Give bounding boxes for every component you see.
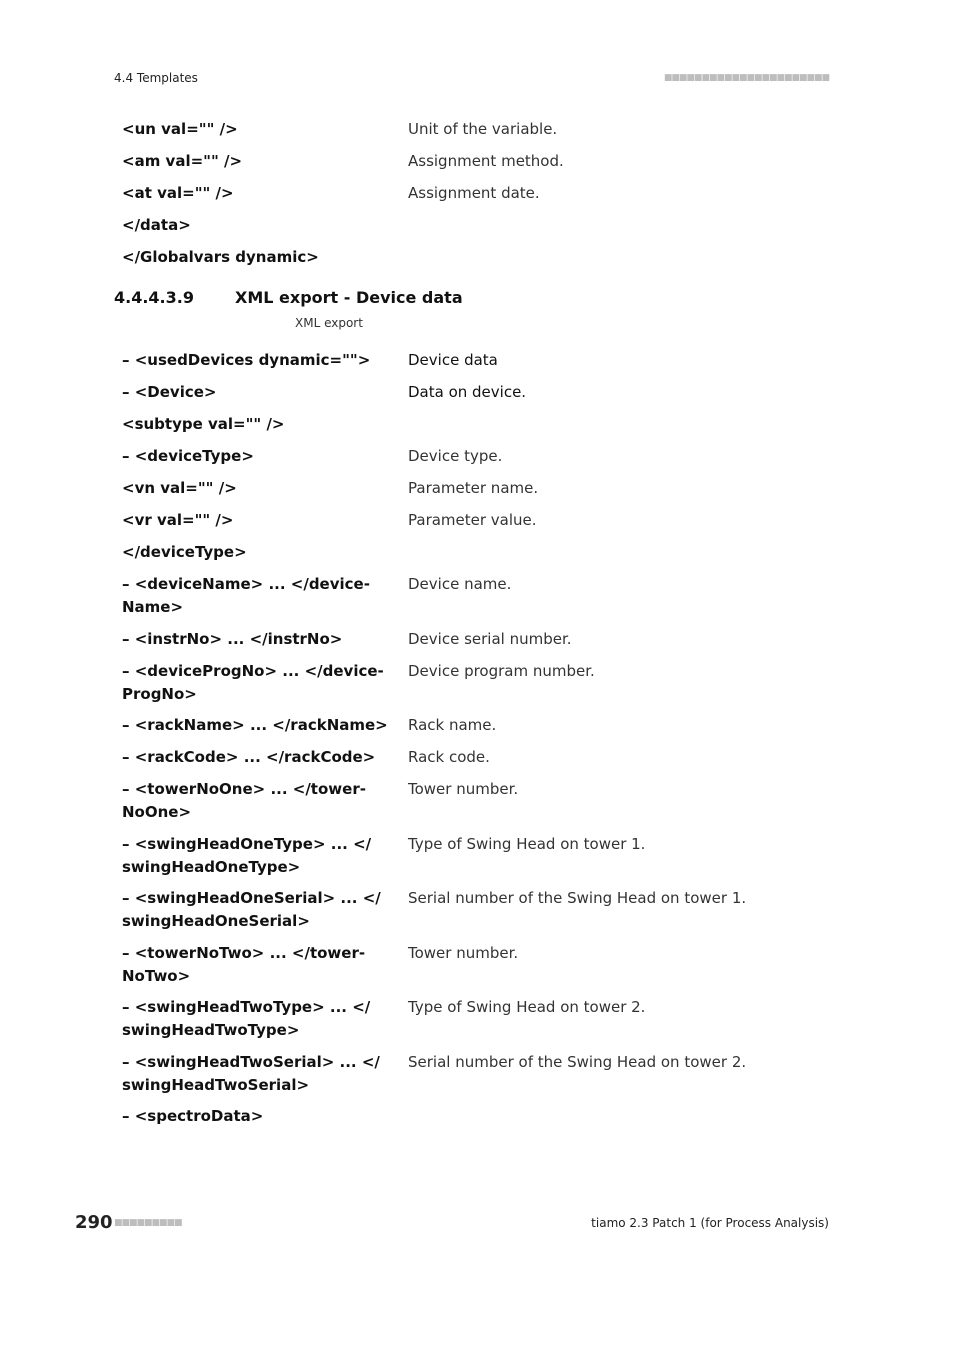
row-description: Assignment date. — [408, 184, 540, 202]
header-section-title: 4.4 Templates — [114, 71, 198, 85]
definition-row — [122, 413, 762, 436]
row-term: </data> — [122, 216, 191, 234]
row-description: Data on device. — [408, 383, 527, 401]
row-description: Device serial number. — [408, 630, 572, 648]
section-title: XML export - Device data — [235, 288, 463, 307]
definition-row — [122, 942, 762, 988]
page-number: 290 — [75, 1212, 113, 1233]
row-description: Rack code. — [408, 748, 490, 766]
row-description: Serial number of the Swing Head on tower 1. — [408, 889, 747, 907]
row-description: Tower number. — [408, 780, 519, 798]
row-description: Parameter name. — [408, 479, 539, 497]
definition-row — [122, 628, 762, 651]
row-description: Device data — [408, 351, 498, 369]
definition-row — [122, 182, 762, 205]
definition-row — [122, 541, 762, 564]
definition-row — [122, 833, 762, 879]
row-description: Device program number. — [408, 662, 595, 680]
row-term: – <swingHeadOneSerial> ... </ swingHeadOneSerial> — [122, 889, 381, 930]
definition-row — [122, 1051, 762, 1097]
definition-row — [122, 150, 762, 173]
definition-row — [122, 714, 762, 737]
row-description: Tower number. — [408, 944, 519, 962]
row-term: </deviceType> — [122, 543, 247, 561]
row-term: <at val="" /> — [122, 184, 234, 202]
row-term: – <swingHeadTwoType> ... </ swingHeadTwoType> — [122, 998, 371, 1039]
row-description: Device type. — [408, 447, 503, 465]
row-term: – <deviceName> ... </device- Name> — [122, 575, 370, 616]
definition-row — [122, 778, 762, 824]
row-term: </Globalvars dynamic> — [122, 248, 319, 266]
row-term: – <usedDevices dynamic=""> — [122, 351, 371, 369]
row-term: <vn val="" /> — [122, 479, 237, 497]
definition-row — [122, 445, 762, 468]
row-term: – <deviceProgNo> ... </device- ProgNo> — [122, 662, 384, 703]
row-term: – <swingHeadTwoSerial> ... </ swingHeadTwoSerial> — [122, 1053, 380, 1094]
definition-row — [122, 477, 762, 500]
row-description: Serial number of the Swing Head on tower 2. — [408, 1053, 747, 1071]
row-description: Rack name. — [408, 716, 497, 734]
section-heading — [114, 288, 463, 307]
footer-document-title: tiamo 2.3 Patch 1 (for Process Analysis) — [591, 1216, 829, 1230]
footer-dots-decoration: ■■■■■■■■■ — [114, 1218, 182, 1228]
row-description: Assignment method. — [408, 152, 564, 170]
section-number: 4.4.4.3.9 — [114, 288, 194, 307]
row-term: – <instrNo> ... </instrNo> — [122, 630, 343, 648]
row-term: – <towerNoOne> ... </tower- NoOne> — [122, 780, 366, 821]
row-term: – <deviceType> — [122, 447, 254, 465]
definition-row — [122, 660, 762, 706]
definition-row — [122, 381, 762, 404]
section-subtitle: XML export — [295, 316, 363, 330]
row-description: Parameter value. — [408, 511, 537, 529]
row-term: – <rackName> ... </rackName> — [122, 716, 388, 734]
definition-row — [122, 996, 762, 1042]
definition-row — [122, 1105, 762, 1128]
definition-row — [122, 349, 762, 372]
row-term: – <swingHeadOneType> ... </ swingHeadOneType> — [122, 835, 372, 876]
definition-row — [122, 887, 762, 933]
definition-row — [122, 509, 762, 532]
row-description: Type of Swing Head on tower 2. — [408, 998, 646, 1016]
row-description: Type of Swing Head on tower 1. — [408, 835, 646, 853]
row-term: <subtype val="" /> — [122, 415, 285, 433]
row-description: Unit of the variable. — [408, 120, 558, 138]
row-term: – <rackCode> ... </rackCode> — [122, 748, 376, 766]
definition-row — [122, 746, 762, 769]
row-term: <un val="" /> — [122, 120, 238, 138]
header-dots-decoration: ■■■■■■■■■■■■■■■■■■■■■■ — [663, 73, 829, 83]
row-term: – <Device> — [122, 383, 217, 401]
row-term: <am val="" /> — [122, 152, 243, 170]
row-term: – <spectroData> — [122, 1107, 264, 1125]
definition-row — [122, 573, 762, 619]
definition-row — [122, 246, 762, 269]
row-term: <vr val="" /> — [122, 511, 234, 529]
row-term: – <towerNoTwo> ... </tower- NoTwo> — [122, 944, 366, 985]
definition-row — [122, 118, 762, 141]
row-description: Device name. — [408, 575, 512, 593]
definition-row — [122, 214, 762, 237]
